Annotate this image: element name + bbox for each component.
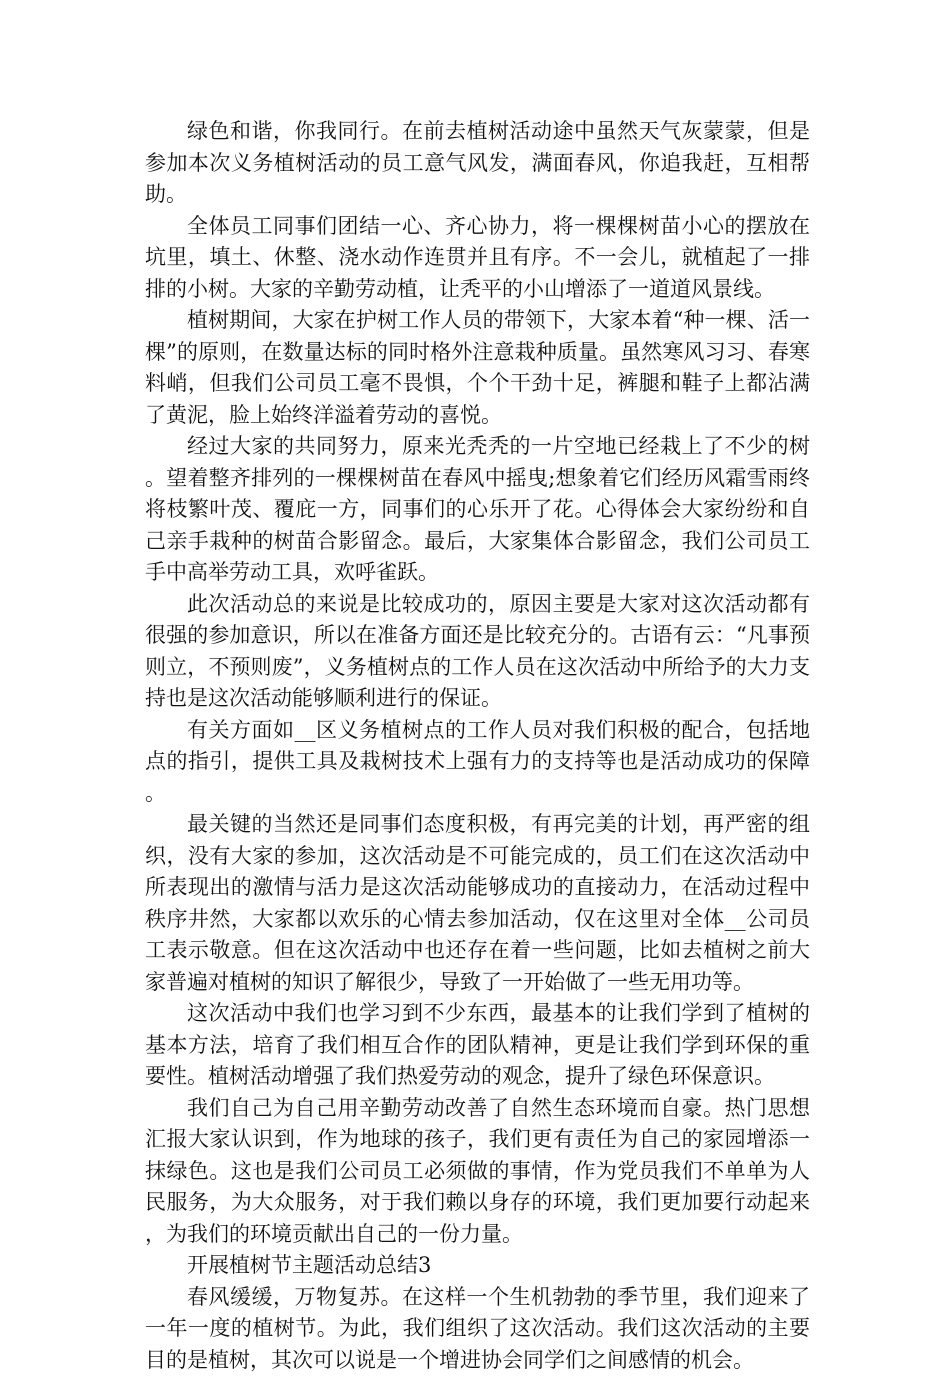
paragraph-4: 经过大家的共同努力，原来光秃秃的一片空地已经栽上了不少的树。望着整齐排列的一棵棵树苗在春风中摇曳;想象着它们经历风霜雪雨终将枝繁叶茂、覆庇一方，同事们的心乐开了花。心得体会大家纷纷和自己亲手栽种的树苗合影留念。最后，大家集体合影留念，我们公司员工手中高举劳动工具，欢呼雀跃。 bbox=[145, 431, 810, 589]
paragraph-1: 绿色和谐，你我同行。在前去植树活动途中虽然天气灰蒙蒙，但是参加本次义务植树活动的员工意气风发，满面春风，你追我赶，互相帮助。 bbox=[145, 116, 810, 211]
paragraph-5: 此次活动总的来说是比较成功的，原因主要是大家对这次活动都有很强的参加意识，所以在准备方面还是比较充分的。古语有云：“凡事预则立，不预则废”，义务植树点的工作人员在这次活动中所给予的大力支持也是这次活动能够顺利进行的保证。 bbox=[145, 589, 810, 715]
paragraph-7: 最关键的当然还是同事们态度积极，有再完美的计划，再严密的组织，没有大家的参加，这次活动是不可能完成的，员工们在这次活动中所表现出的激情与活力是这次活动能够成功的直接动力，在活动过程中秩序井然，大家都以欢乐的心情去参加活动，仅在这里对全体__公司员工表示敬意。但在这次活动中也还存在着一些问题，比如去植树之前大家普遍对植树的知识了解很少，导致了一开始做了一些无用功等。 bbox=[145, 809, 810, 998]
document-body bbox=[145, 116, 810, 1376]
paragraph-6: 有关方面如__区义务植树点的工作人员对我们积极的配合，包括地点的指引，提供工具及栽树技术上强有力的支持等也是活动成功的保障。 bbox=[145, 715, 810, 810]
paragraph-8: 这次活动中我们也学习到不少东西，最基本的让我们学到了植树的基本方法，培育了我们相互合作的团队精神，更是让我们学到环保的重要性。植树活动增强了我们热爱劳动的观念，提升了绿色环保意识。 bbox=[145, 998, 810, 1093]
paragraph-3: 植树期间，大家在护树工作人员的带领下，大家本着“种一棵、活一棵”的原则，在数量达标的同时格外注意栽种质量。虽然寒风习习、春寒料峭，但我们公司员工毫不畏惧，个个干劲十足，裤腿和鞋子上都沾满了黄泥，脸上始终洋溢着劳动的喜悦。 bbox=[145, 305, 810, 431]
paragraph-2: 全体员工同事们团结一心、齐心协力，将一棵棵树苗小心的摆放在坑里，填土、休整、浇水动作连贯并且有序。不一会儿，就植起了一排排的小树。大家的辛勤劳动植，让秃平的小山增添了一道道风景线。 bbox=[145, 211, 810, 306]
section-heading: 开展植树节主题活动总结3 bbox=[145, 1250, 810, 1282]
paragraph-9: 我们自己为自己用辛勤劳动改善了自然生态环境而自豪。热门思想汇报大家认识到，作为地球的孩子，我们更有责任为自己的家园增添一抹绿色。这也是我们公司员工必须做的事情，作为党员我们不单单为人民服务，为大众服务，对于我们赖以身存的环境，我们更加要行动起来，为我们的环境贡献出自己的一份力量。 bbox=[145, 1093, 810, 1251]
paragraph-10: 春风缓缓，万物复苏。在这样一个生机勃勃的季节里，我们迎来了一年一度的植树节。为此，我们组织了这次活动。我们这次活动的主要目的是植树，其次可以说是一个增进协会同学们之间感情的机会。 bbox=[145, 1282, 810, 1376]
